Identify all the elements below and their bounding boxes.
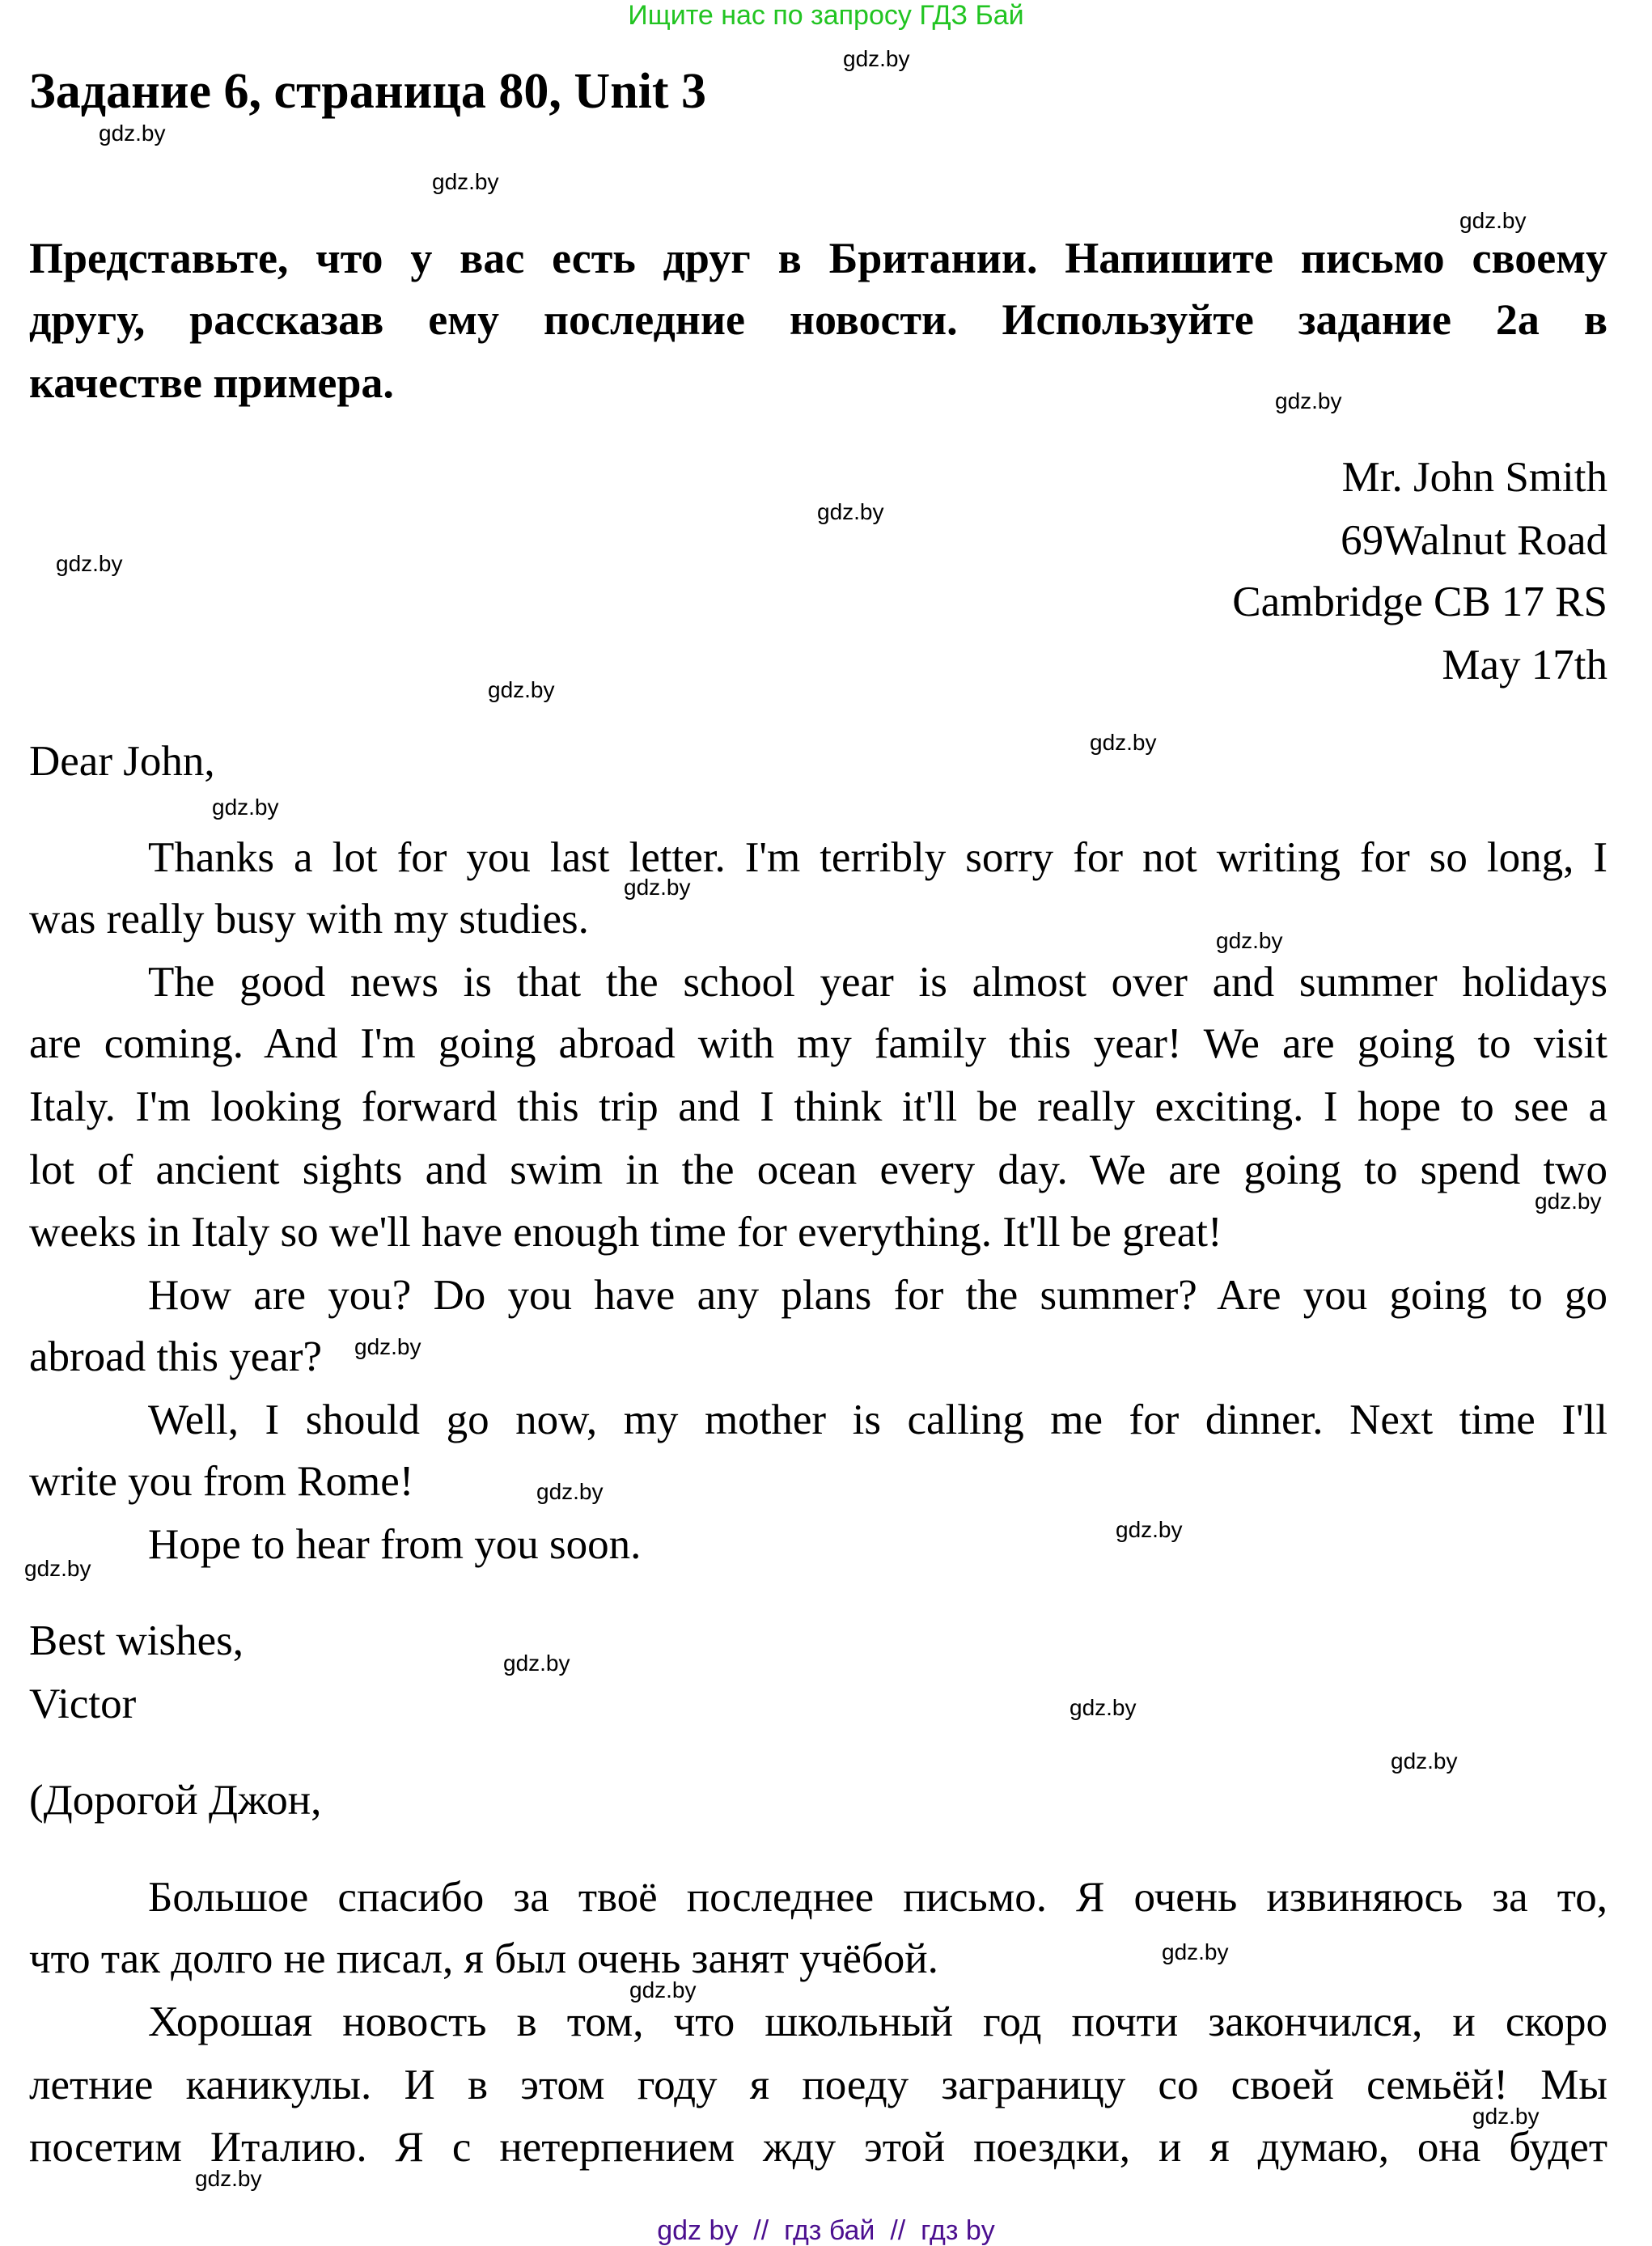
letter-line: lot of ancient sights and swim in the ocean every day. We are going to spend two	[29, 1146, 1608, 1193]
watermark: gdz.by	[56, 551, 123, 576]
letter-line: Well, I should go now, my mother is calling me for dinner. Next time I'll	[148, 1396, 1608, 1443]
address-city: Cambridge CB 17 RS	[1232, 578, 1608, 625]
watermark: gdz.by	[488, 677, 555, 702]
watermark: gdz.by	[1116, 1517, 1183, 1542]
translation-line: Хорошая новость в том, что школьный год почти закончился, и скоро	[148, 1998, 1608, 2045]
letter-line: How are you? Do you have any plans for the summer? Are you going to go	[148, 1272, 1608, 1319]
address-name: Mr. John Smith	[1341, 454, 1608, 501]
letter-line: The good news is that the school year is almost over and summer holidays	[148, 959, 1608, 1006]
letter-line: Hope to hear from you soon.	[148, 1521, 642, 1568]
watermark: gdz.by	[1472, 2104, 1540, 2129]
watermark: gdz.by	[1459, 208, 1527, 233]
letter-signature: Victor	[29, 1680, 137, 1727]
letter-greeting: Dear John,	[29, 738, 215, 785]
translation-line: посетим Италию. Я с нетерпением жду этой поездки, и я думаю, она будет	[29, 2124, 1608, 2171]
letter-line: weeks in Italy so we'll have enough time for everything. It'll be great!	[29, 1209, 1222, 1256]
watermark: gdz.by	[354, 1334, 421, 1359]
letter-date: May 17th	[1442, 642, 1608, 689]
letter-line: are coming. And I'm going abroad with my family this year! We are going to visit	[29, 1020, 1608, 1067]
watermark: gdz.by	[1216, 928, 1283, 953]
watermark: gdz.by	[99, 121, 166, 146]
letter-closing: Best wishes,	[29, 1617, 244, 1664]
watermark: gdz.by	[817, 499, 884, 524]
instruction-line: другу, рассказав ему последние новости. Используйте задание 2a в	[29, 295, 1608, 344]
watermark: gdz.by	[212, 795, 279, 820]
letter-line: abroad this year?	[29, 1333, 322, 1380]
watermark: gdz.by	[1090, 730, 1157, 755]
search-banner: Ищите нас по запросу ГДЗ Бай	[628, 0, 1024, 31]
translation-greeting: (Дорогой Джон,	[29, 1777, 322, 1824]
watermark: gdz.by	[843, 46, 910, 71]
footer-links[interactable]: gdz by // гдз бай // гдз by	[657, 2215, 995, 2246]
translation-line: что так долго не писал, я был очень занят учёбой.	[29, 1935, 938, 1982]
watermark: gdz.by	[1535, 1189, 1602, 1214]
letter-line: was really busy with my studies.	[29, 896, 589, 943]
letter-line: Italy. I'm looking forward this trip and I think it'll be really exciting. I hope to see a	[29, 1083, 1608, 1130]
watermark: gdz.by	[536, 1479, 604, 1504]
watermark: gdz.by	[1391, 1748, 1458, 1773]
watermark: gdz.by	[1070, 1695, 1137, 1720]
page-title: Задание 6, страница 80, Unit 3	[29, 64, 707, 119]
translation-line: летние каникулы. И в этом году я поеду заграницу со своей семьёй! Мы	[29, 2062, 1608, 2108]
instruction-line: Представьте, что у вас есть друг в Британии. Напишите письмо своему	[29, 234, 1608, 282]
instruction-line: качестве примера.	[29, 358, 394, 407]
letter-line: write you from Rome!	[29, 1458, 414, 1505]
translation-line: Большое спасибо за твоё последнее письмо. Я очень извиняюсь за то,	[148, 1874, 1608, 1921]
watermark: gdz.by	[629, 1977, 697, 2002]
watermark: gdz.by	[24, 1556, 91, 1581]
letter-line: Thanks a lot for you last letter. I'm terribly sorry for not writing for so long, I	[148, 834, 1608, 881]
watermark: gdz.by	[624, 875, 691, 900]
watermark: gdz.by	[432, 169, 499, 194]
address-street: 69Walnut Road	[1341, 517, 1608, 564]
watermark: gdz.by	[1275, 388, 1342, 413]
watermark: gdz.by	[503, 1651, 570, 1676]
watermark: gdz.by	[195, 2166, 262, 2191]
watermark: gdz.by	[1162, 1939, 1229, 1964]
